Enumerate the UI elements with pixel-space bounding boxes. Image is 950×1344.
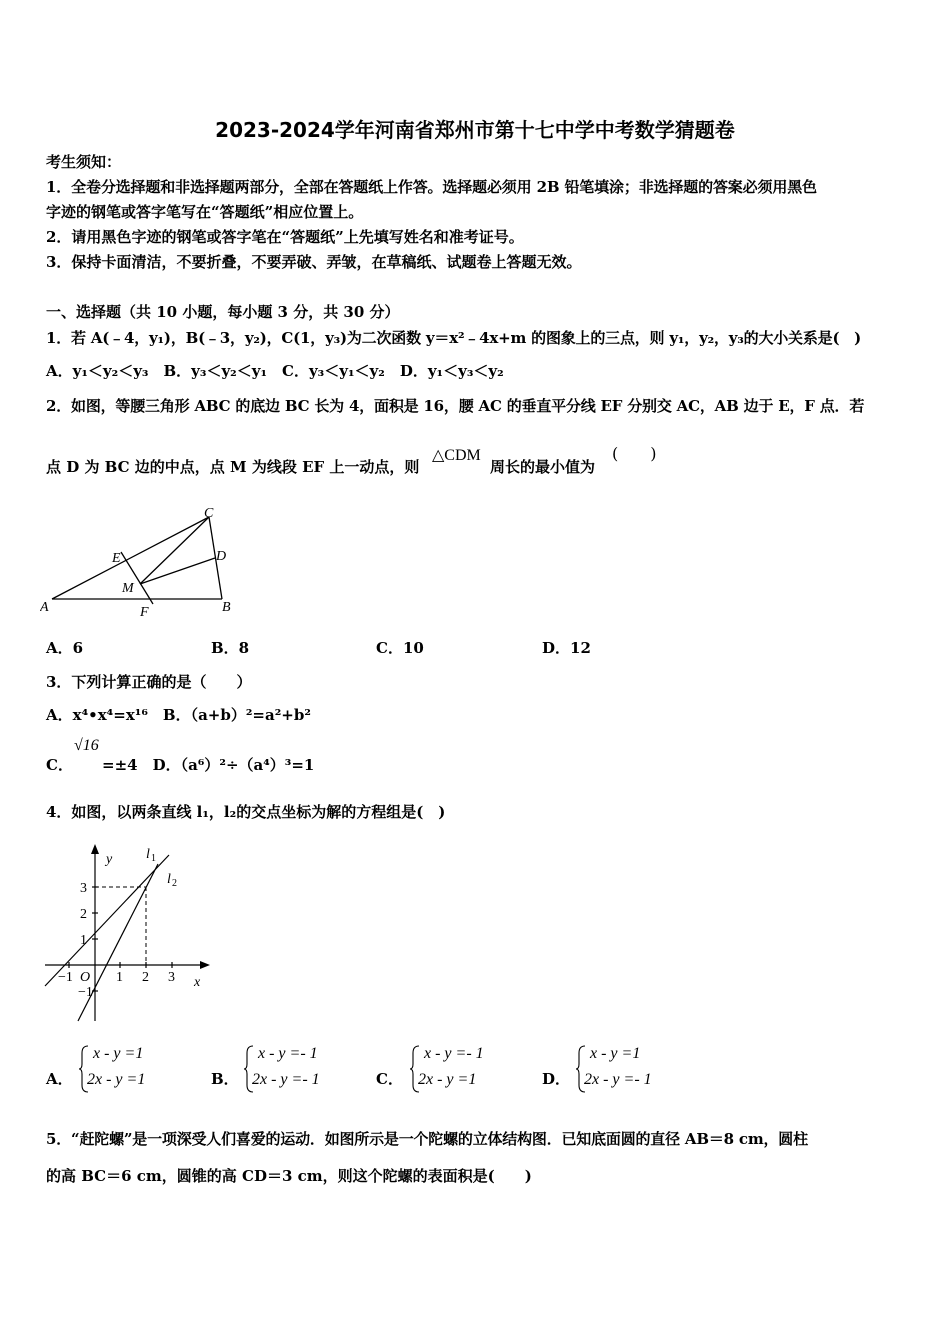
q2-option-a: A．6 — [46, 639, 84, 657]
line-l1 — [45, 855, 169, 986]
q3-option-c-label: C． — [46, 756, 73, 774]
q2-option-c: C．10 — [376, 639, 424, 657]
q2-stem-line1: 2．如图，等腰三角形 ABC 的底边 BC 长为 4，面积是 16，腰 AC 的垂直平分线 EF 分别交 AC，AB 边于 E，F 点．若 — [46, 397, 865, 415]
notice-heading: 考生须知： — [46, 153, 122, 171]
q3-option-c-rest: =±4 D．（a⁶）²÷（a⁴）³=1 — [102, 756, 315, 774]
tick-x-1: 1 — [116, 970, 123, 985]
svg-text:1: 1 — [151, 853, 156, 864]
tick-x-3: 3 — [168, 970, 175, 985]
notice-item-1b: 字迹的钢笔或答字笔写在“答题纸”相应位置上。 — [46, 203, 364, 221]
tick-x-minus1: −1 — [58, 970, 73, 985]
q2-option-d: D．12 — [542, 639, 591, 657]
y-axis-label: y — [106, 852, 113, 867]
q4-option-b-label: B． — [211, 1070, 239, 1088]
q4-stem: 4．如图，以两条直线 l₁，l₂的交点坐标为解的方程组是( ) — [46, 803, 446, 821]
origin-label: O — [80, 970, 91, 985]
label-b: B — [222, 600, 231, 615]
tick-y-2: 2 — [80, 907, 87, 922]
q5-stem-line1: 5．“赶陀螺”是一项深受人们喜爱的运动．如图所示是一个陀螺的立体结构图．已知底面圆的直径 AB＝8 cm，圆柱 — [46, 1130, 808, 1148]
q1-options: A．y₁＜y₂＜y₃ B．y₃＜y₂＜y₁ C．y₃＜y₁＜y₂ D．y₁＜y₃＜y₂ — [46, 362, 504, 380]
tick-y-minus1: −1 — [78, 985, 93, 1000]
segment-md — [140, 558, 215, 584]
notice-item-1a: 1．全卷分选择题和非选择题两部分，全部在答题纸上作答。选择题必须用 2B 铅笔填涂；非选择题的答案必须用黑色 — [46, 178, 817, 196]
label-d: D — [216, 549, 227, 564]
label-a: A — [40, 600, 49, 615]
q3-options-ab: A．x⁴•x⁴=x¹⁶ B．（a+b）²=a²+b² — [46, 706, 311, 724]
q2-triangle-figure — [40, 500, 250, 625]
q3-sqrt-16: √16 — [74, 737, 99, 754]
q4-graph — [40, 838, 220, 1028]
q4-option-a-label: A． — [46, 1070, 73, 1088]
segment-cm — [140, 517, 209, 584]
q2-option-b: B．8 — [211, 639, 250, 657]
q4-option-c-label: C． — [376, 1070, 403, 1088]
tick-y-3: 3 — [80, 881, 87, 896]
q2-paren: ( ) — [612, 444, 657, 463]
l1-label: l — [146, 847, 150, 862]
q4-option-d-label: D． — [542, 1070, 571, 1088]
x-axis-label: x — [194, 975, 201, 990]
q2-triangle-cdm: △CDM — [432, 447, 481, 464]
label-f: F — [140, 605, 149, 620]
label-m: M — [122, 581, 134, 596]
notice-item-2: 2．请用黑色字迹的钢笔或答字笔在“答题纸”上先填写姓名和准考证号。 — [46, 228, 524, 246]
q2-stem-line2b: 周长的最小值为 — [490, 458, 596, 476]
l2-label: l — [167, 872, 171, 887]
label-e: E — [112, 551, 121, 566]
q5-stem-line2: 的高 BC＝6 cm，圆锥的高 CD＝3 cm，则这个陀螺的表面积是( ) — [46, 1167, 532, 1185]
notice-item-3: 3．保持卡面清洁，不要折叠，不要弄破、弄皱，在草稿纸、试题卷上答题无效。 — [46, 253, 582, 271]
q1-stem: 1．若 A(﹣4，y₁)，B(﹣3，y₂)，C(1，y₃)为二次函数 y＝x²﹣4x+m 的图象上的三点，则 y₁，y₂，y₃的大小关系是( ) — [46, 329, 862, 347]
page-title: 2023-2024学年河南省郑州市第十七中学中考数学猜题卷 — [215, 118, 735, 142]
label-c: C — [204, 506, 214, 521]
tick-x-2: 2 — [142, 970, 149, 985]
svg-text:2: 2 — [172, 878, 177, 889]
q2-stem-line2a: 点 D 为 BC 边的中点，点 M 为线段 EF 上一动点，则 — [46, 458, 420, 476]
tick-y-1: 1 — [80, 933, 87, 948]
section-heading: 一、选择题（共 10 小题，每小题 3 分，共 30 分） — [46, 303, 400, 321]
segment-ef — [121, 552, 153, 604]
q3-stem: 3．下列计算正确的是（ ） — [46, 673, 252, 691]
